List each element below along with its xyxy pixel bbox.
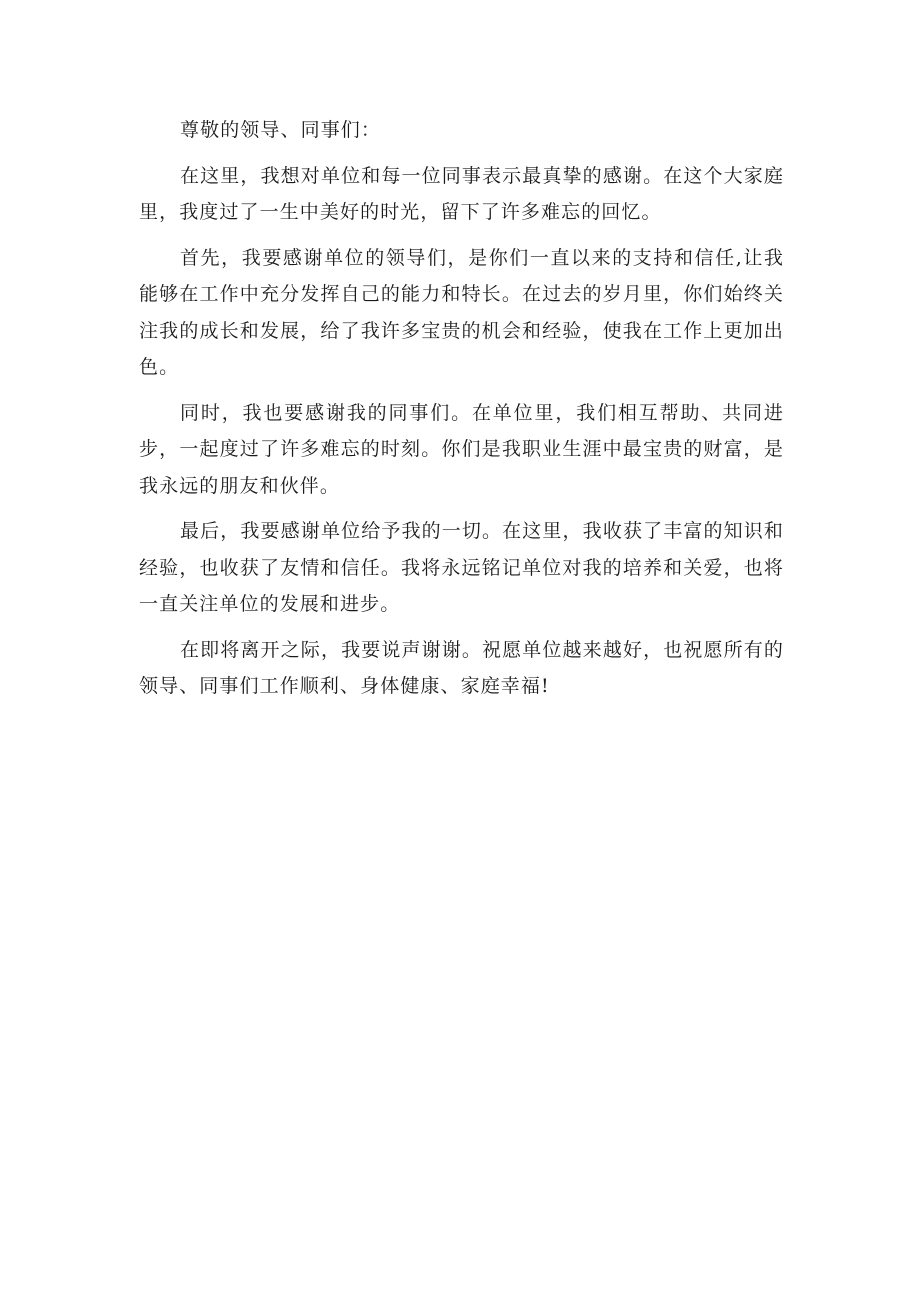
salutation: 尊敬的领导、同事们： xyxy=(180,119,382,141)
paragraph-unit: 最后，我要感谢单位给予我的一切。在这里，我收获了丰富的知识和经验，也收获了友情和信任。我将永远铭记单位对我的培养和关爱，也将一直关注单位的发展和进步。 xyxy=(139,520,784,615)
paragraph-leaders: 首先，我要感谢单位的领导们，是你们一直以来的支持和信任,让我能够在工作中充分发挥自己的能力和特长。在过去的岁月里，你们始终关注我的成长和发展，给了我许多宝贵的机会和经验，使我在工作上更加出色。 xyxy=(139,246,784,378)
paragraph-gratitude: 在这里，我想对单位和每一位同事表示最真挚的感谢。在这个大家庭里，我度过了一生中美好的时光，留下了许多难忘的回忆。 xyxy=(139,164,784,223)
paragraph-farewell: 在即将离开之际，我要说声谢谢。祝愿单位越来越好，也祝愿所有的领导、同事们工作顺利、身体健康、家庭幸福! xyxy=(139,638,784,697)
letter-body xyxy=(139,112,784,714)
paragraph-colleagues: 同时，我也要感谢我的同事们。在单位里，我们相互帮助、共同进步，一起度过了许多难忘的时刻。你们是我职业生涯中最宝贵的财富，是我永远的朋友和伙伴。 xyxy=(139,401,784,497)
